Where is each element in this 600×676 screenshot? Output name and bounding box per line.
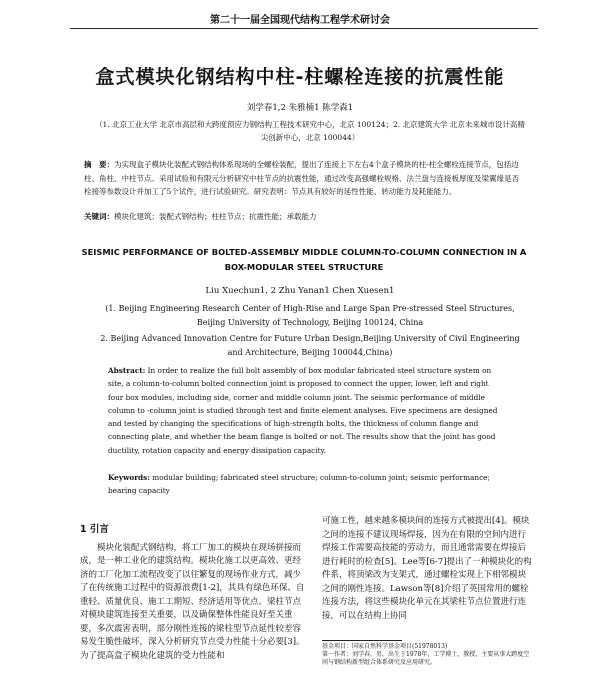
footnote-rule [322,640,402,641]
paper-title-cn: 盒式模块化钢结构中柱-柱螺栓连接的抗震性能 [95,66,505,88]
keywords-cn [84,211,520,222]
body-paragraph-right: 可施工性，越来越多模块间的连接方式被提出[4]。模块之间的连接不建议现场焊接，因为在有限的空间内进行焊接工作需要高技能的劳动力，而且通常需要在焊接后进行耗时的检查[5]。Lee等[6-7]提出了一种模块化的构件系，将顶梁改为支架式，通过螺栓实现上下相邻模块之间的刚性连接。Lawson等[8]介绍了英国常用的螺栓连接方法，将这些模块化单元在其梁柱节点位置进行连接，可以在结构上协同 [322,516,532,621]
running-header: 第二十一届全国现代结构工程学术研讨会 [210,15,390,26]
keywords-cn-label: 关键词： [84,212,114,221]
authors-en: Liu Xuechun1, 2 Zhu Yanan1 Chen Xuesen1 [205,286,395,296]
affiliation-en-2: 2. Beijing Advanced Innovation Centre for Future Urban Design,Beijing University of Civil Engineering and Architecture, Beijing 100044,China) [100,334,520,357]
affiliations-cn: （1. 北京工业大学 北京市高层和大跨度预应力钢结构工程技术研究中心，北京 100124；2. 北京建筑大学 北京未来城市设计高精尖创新中心，北京 100044） [95,120,525,142]
section-heading-introduction: 1 引言 [80,524,109,535]
abstract-en [108,364,504,457]
keywords-en [108,471,504,498]
abstract-cn-text: 为实现盒子模块化装配式钢结构体系现场的全螺栓装配，提出了连接上下左右4个盒子模块的柱-柱全螺栓连接节点，包括边柱、角柱、中柱节点。采用试验和有限元分析研究中柱节点的抗震性能，通过改变高强螺栓规格、法兰盘与连接板厚度及梁翼缘是否栓接等参数设计并加工了5个试件，进行试验研究。研究表明：节点具有较好的延性性能、转动能力及耗能能力。 [84,160,519,196]
body-paragraph-left: 模块化装配式钢结构，将工厂加工的模块在现场拼接而成，是一种工业化的建筑结构。模块化施工以更高效、更经济的工厂化加工流程改变了以往繁复的现场作业方式，减少了在传统施工过程中的资源浪费[1-2]，其具有绿色环保、自重轻、质量优良、施工工期短、经济适用等优点。梁柱节点对模块建筑连接至关重要，以及确保整体性能良好至关重要，多次震害表明，部分刚性连接的梁柱型节点延性较差容易发生脆性破坏，深入分析研究节点受力性能十分必要[3]。为了提高盒子模块化建筑的受力性能和 [80,542,305,661]
abstract-cn-label: 摘 要： [84,160,114,169]
abstract-en-label: Abstract: [108,366,146,375]
authors-cn: 刘学春1,2 朱雅楠1 陈学森1 [246,103,354,113]
footnote-author: 第一作者：刘学春，男，出生于1978年，工学博士，教授，主要从事大跨度空间与钢结构新型组合体系研究及应用研究。 [322,651,530,666]
footnote [322,643,532,667]
abstract-en-text: In order to realize the full bolt assembly of box modular fabricated steel structure system on site, a column-to-column bolted connection joint is proposed to connect the upper, lower, left and right four box modules, including side, corner and middle column joint. The seismic performance of middle column to -column joint is studied through test and finite element analyses. Five specimens are designed and tested by changing the specifications of high-strength bolts, the thickness of column flange and connecting plate, and whether the beam flange is bolted or not. The results show that the joint has good ductility, rotation capacity and energy dissipation capacity. [108,366,498,455]
keywords-en-text: modular building; fabricated steel structure; column-to-column joint; seismic performance; bearing capacity [108,473,490,496]
affiliations-en [92,302,528,362]
affiliation-en-1: (1. Beijing Engineering Research Center of High-Rise and Large Span Pre-stressed Steel Structures, Beijing University of Technology, Beijing 100124, China [105,304,515,327]
paper-title-en: SEISMIC PERFORMANCE OF BOLTED-ASSEMBLY MIDDLE COLUMN-TO-COLUMN CONNECTION IN A BOX-MODULAR STEEL STRUCTURE [81,247,527,272]
body-left-column [80,515,305,663]
keywords-en-label: Keywords: [108,473,150,482]
keywords-cn-text: 模块化建筑；装配式钢结构；柱柱节点；抗震性能；承载能力 [114,212,317,221]
header-rule [70,28,538,29]
footnote-fund: 基金项目：国家自然科学基金项目(51978013) [322,643,448,650]
body-right-column [322,515,532,623]
abstract-cn [84,158,520,199]
